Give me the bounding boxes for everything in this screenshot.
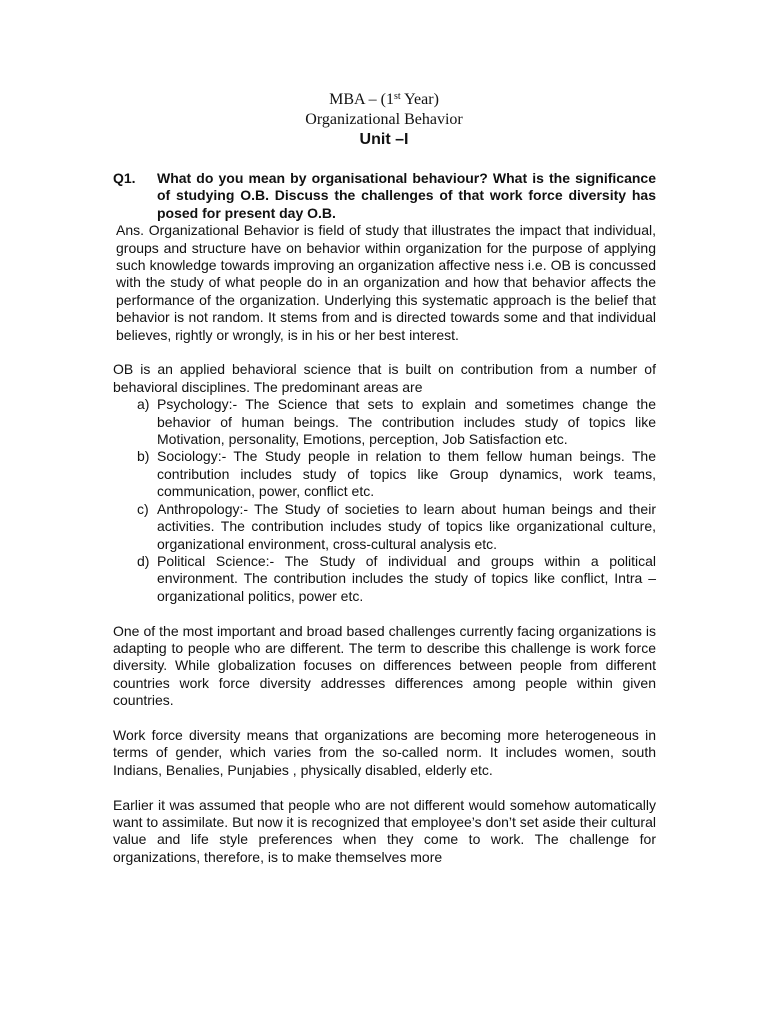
answer-paragraph: Ans. Organizational Behavior is field of study that illustrates the impact that individual, groups and structure have on behavior within organization for the purpose of applying such knowledge towards improving an organization affective ness i.e. OB is concussed with the study of what people do in an organization and how that behavior affects the performance of the organization. Underlying this systematic approach is the belief that behavior is not random. It stems from and is directed towards some and that individual believes, rightly or wrongly, is in his or her best interest. (116, 222, 656, 343)
ob-intro-paragraph: OB is an applied behavioral science that is built on contribution from a number of behavioral disciplines. The predominant areas are (113, 361, 656, 395)
list-item (113, 501, 656, 553)
question-text: What do you mean by organisational behaviour? What is the significance of studying O.B. Discuss the challenges of that work force diversity has posed for present day O.B. (157, 170, 656, 221)
course-title (0, 90, 768, 110)
list-item-text: Political Science:- The Study of individual and groups within a political environment. The contribution includes the study of topics like conflict, Intra – organizational politics, power etc. (157, 552, 656, 604)
list-item (113, 553, 656, 605)
list-item (113, 396, 656, 448)
list-item (113, 448, 656, 500)
diversity-definition-paragraph: Work force diversity means that organizations are becoming more heterogeneous in terms of gender, which varies from the so-called norm. It includes women, south Indians, Benalies, Punjabies , physically disabled, elderly etc. (113, 726, 656, 778)
course-title-end: Year) (400, 91, 439, 108)
document-body (113, 170, 656, 866)
diversity-challenge-paragraph: One of the most important and broad based challenges currently facing organizations is adapting to people who are different. The term to describe this challenge is work force diversity. While globalization focuses on differences between people from different countries work force diversity addresses differences among people within given countries. (113, 622, 656, 709)
assimilation-paragraph: Earlier it was assumed that people who are not different would somehow automatically want to assimilate. But now it is recognized that employee’s don’t set aside their cultural value and life style preferences when they come to work. The challenge for organizations, therefore, is to make themselves more (113, 796, 656, 865)
list-item-text: Sociology:- The Study people in relation to them fellow human beings. The contribution includes study of topics like Group dynamics, work teams, communication, power, conflict etc. (157, 448, 656, 500)
course-title-main: MBA – (1 (329, 91, 394, 108)
question-block (113, 170, 656, 222)
list-item-text: Psychology:- The Science that sets to explain and sometimes change the behavior of human beings. The contribution includes study of topics like Motivation, personality, Emotions, perception, Job Satisfaction etc. (157, 396, 656, 448)
list-marker: c) (137, 500, 149, 517)
list-item-text: Anthropology:- The Study of societies to learn about human beings and their activities. The contribution includes study of topics like organizational culture, organizational environment, cross-cultural analysis etc. (157, 500, 656, 552)
question-label: Q1. (113, 170, 136, 186)
list-marker: d) (137, 552, 150, 569)
list-marker: a) (137, 396, 150, 413)
document-header (0, 90, 768, 150)
subject-title: Organizational Behavior (305, 111, 463, 128)
behavioral-disciplines-list (113, 396, 656, 605)
course-title-superscript: st (394, 91, 401, 102)
list-marker: b) (137, 448, 150, 465)
unit-title: Unit –I (359, 131, 409, 148)
